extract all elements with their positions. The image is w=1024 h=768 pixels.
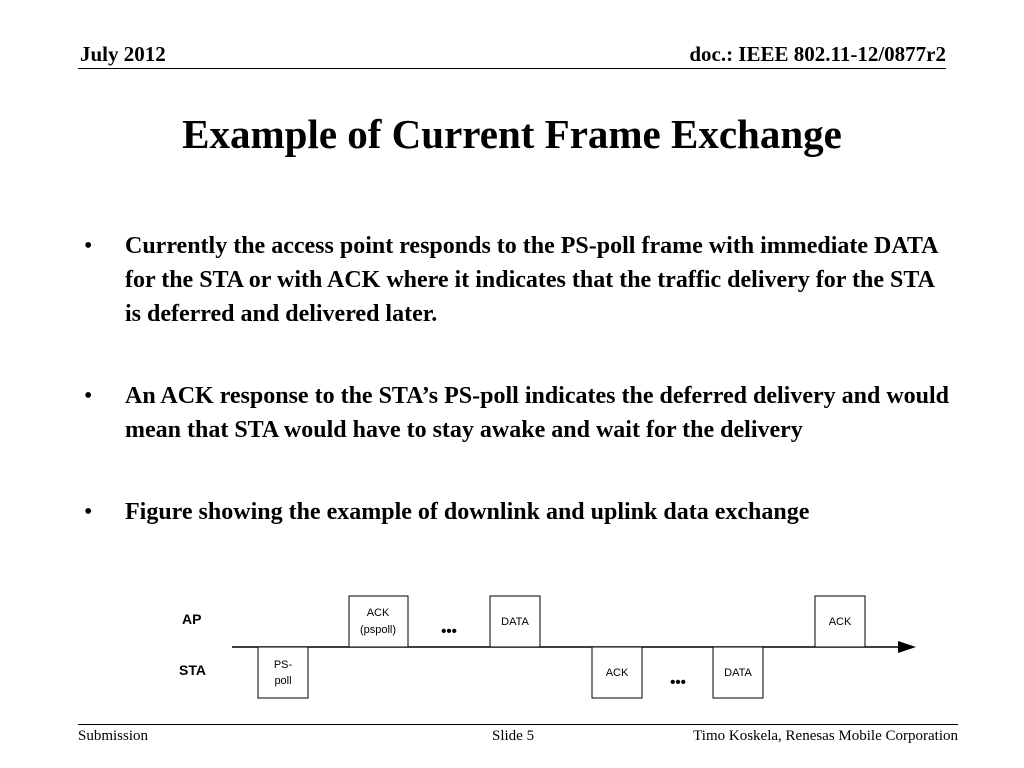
ap-row-label: AP (182, 611, 202, 627)
ps-poll-label-2: poll (274, 675, 292, 687)
header-date: July 2012 (80, 42, 166, 66)
bullet-dot-icon: • (84, 383, 93, 409)
bullet-text: An ACK response to the STA’s PS-poll indicates the deferred delivery and would mean that STA would have to stay awake and wait for the delivery (125, 383, 950, 443)
ack-pspoll-label-1: ACK (366, 607, 390, 619)
footer-submission: Submission (78, 728, 149, 744)
ap-ack-pspoll-frame (349, 596, 408, 647)
slide-title: Example of Current Frame Exchange (182, 111, 842, 157)
sta-ack-frame (592, 647, 642, 698)
ap-ack-frame (815, 596, 865, 647)
sta-ack-label: ACK (605, 667, 629, 679)
bullet-item (84, 229, 954, 331)
sta-data-frame (713, 647, 763, 698)
ellipsis-2: ••• (670, 674, 686, 691)
sta-ps-poll-frame (258, 647, 308, 698)
bullet-item (84, 379, 954, 447)
frame-exchange-diagram (0, 580, 1024, 710)
sta-row-label: STA (179, 662, 206, 678)
footer-author: Timo Koskela, Renesas Mobile Corporation (693, 728, 958, 744)
bullet-dot-icon: • (84, 233, 93, 259)
bullet-list (84, 229, 954, 577)
ellipsis-1: ••• (441, 623, 457, 640)
ps-poll-label-1: PS- (273, 659, 293, 671)
timeline-arrow-icon (898, 641, 916, 653)
footer-slide-number: Slide 5 (492, 728, 535, 744)
ap-ack-label: ACK (828, 616, 852, 628)
ap-data-frame (490, 596, 540, 647)
ack-pspoll-label-2: (pspoll) (359, 624, 397, 636)
bullet-text: Figure showing the example of downlink and uplink data exchange (125, 499, 810, 525)
sta-data-label: DATA (724, 667, 752, 679)
footer-divider (78, 724, 958, 725)
bullet-item (84, 495, 954, 529)
bullet-dot-icon: • (84, 499, 93, 525)
header-divider (78, 68, 946, 69)
bullet-text: Currently the access point responds to the PS-poll frame with immediate DATA for the STA or with ACK where it indicates that the traffic delivery for the STA is deferred and delivered later. (125, 233, 938, 327)
header-doc-id: doc.: IEEE 802.11-12/0877r2 (689, 42, 946, 66)
ap-data-label: DATA (501, 616, 529, 628)
